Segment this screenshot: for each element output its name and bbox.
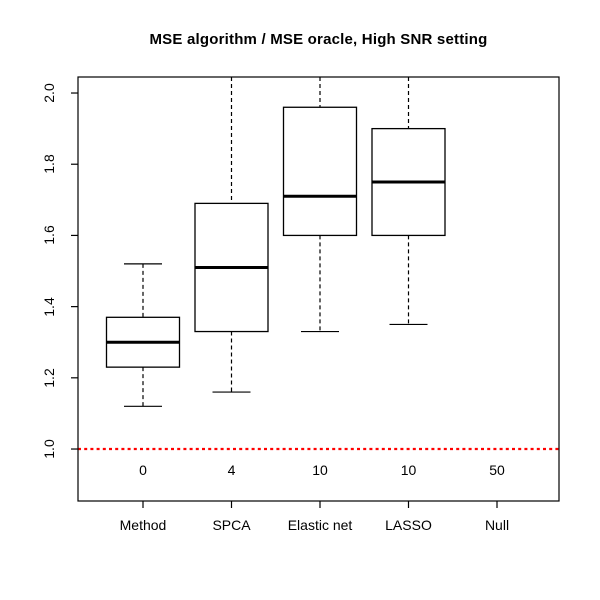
x-category-label: SPCA — [212, 517, 251, 533]
x-category-label: Elastic net — [287, 517, 353, 533]
box-elastic-net — [284, 107, 357, 235]
x-category-label: Method — [119, 517, 167, 533]
inner-count-label: 50 — [489, 462, 505, 478]
y-tick-label: 1.8 — [41, 154, 57, 174]
inner-count-label: 10 — [400, 462, 417, 478]
inner-count-label: 4 — [227, 462, 236, 478]
y-tick-label: 1.2 — [41, 368, 57, 388]
x-category-label: LASSO — [385, 517, 432, 533]
y-tick-label: 1.0 — [41, 439, 57, 459]
y-tick-label: 1.4 — [41, 296, 57, 317]
inner-count-label: 0 — [139, 462, 147, 478]
x-category-label: Null — [484, 517, 510, 533]
y-tick-label: 1.6 — [41, 225, 57, 246]
y-tick-label: 2.0 — [41, 83, 57, 103]
chart-title: MSE algorithm / MSE oracle, High SNR setting — [149, 31, 488, 48]
inner-count-label: 10 — [312, 462, 328, 478]
